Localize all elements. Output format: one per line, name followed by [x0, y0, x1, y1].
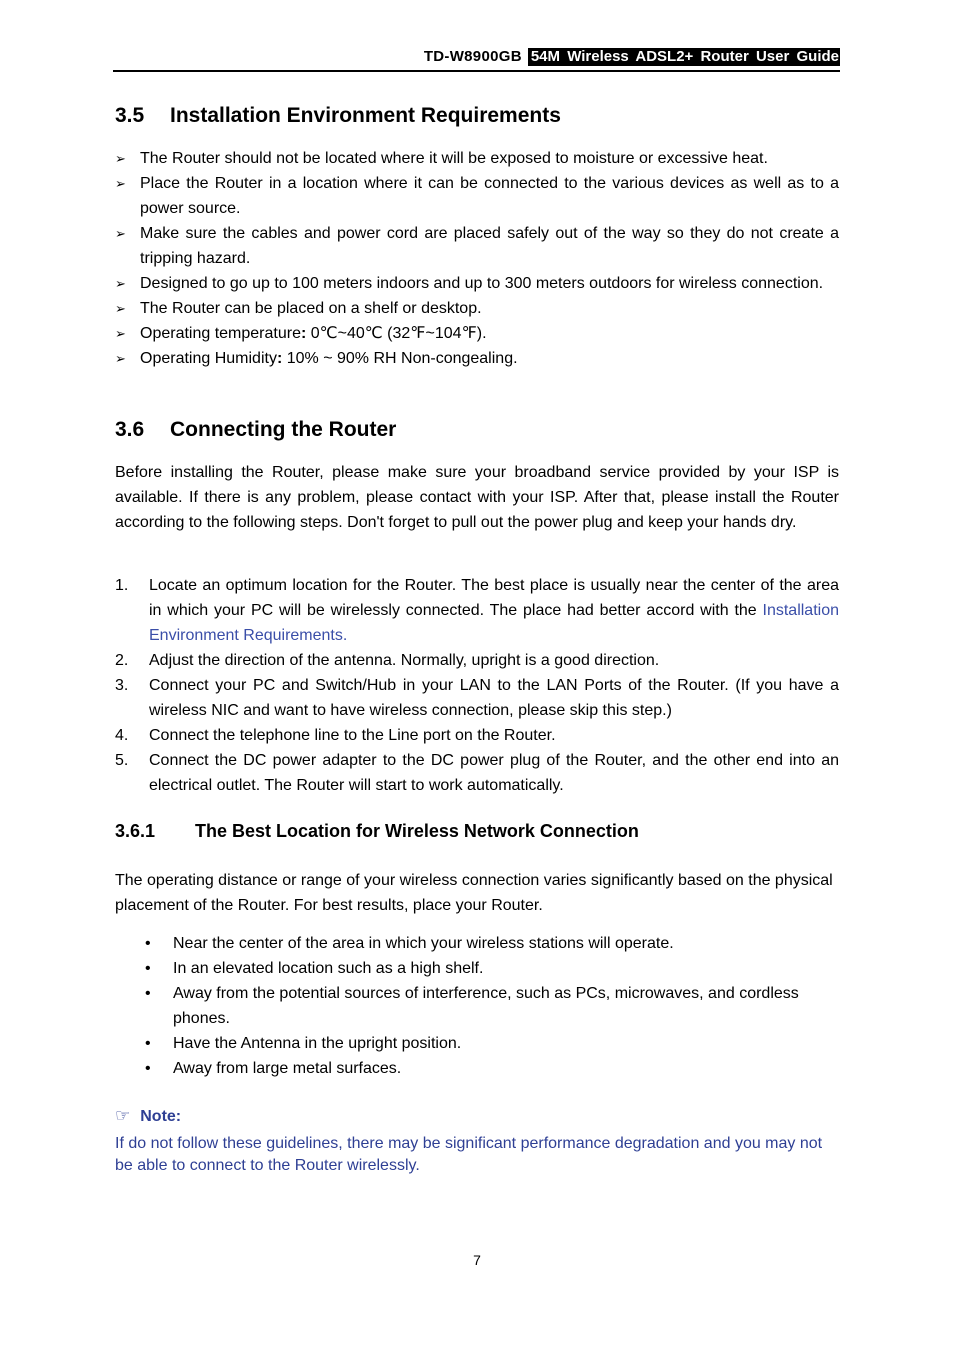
- list-item: • Away from the potential sources of interference, such as PCs, microwaves, and cordless phones.: [145, 981, 839, 1031]
- temperature-range: 0℃~40℃ (32℉~104℉).: [306, 325, 487, 342]
- section-title: The Best Location for Wireless Network Connection: [195, 821, 639, 841]
- connection-steps-list: [115, 573, 839, 798]
- arrow-bullet-icon: ➢: [115, 276, 126, 291]
- list-item: • Near the center of the area in which your wireless stations will operate.: [145, 931, 839, 956]
- list-item: ➢ Designed to go up to 100 meters indoors and up to 300 meters outdoors for wireless connection.: [115, 271, 839, 296]
- arrow-bullet-icon: ➢: [115, 326, 126, 341]
- dot-bullet-icon: •: [145, 1060, 151, 1077]
- header-model: TD-W8900GB: [423, 48, 522, 65]
- page-header: [113, 48, 840, 72]
- list-item: • Have the Antenna in the upright position.: [145, 1031, 839, 1056]
- section-title: Connecting the Router: [170, 418, 397, 441]
- arrow-bullet-icon: ➢: [115, 176, 126, 191]
- section-number: 3.6: [115, 418, 145, 441]
- step-item: 3. Connect your PC and Switch/Hub in your LAN to the LAN Ports of the Router. (If you have a wireless NIC and want to have wireless connection, please skip this step.): [115, 677, 839, 719]
- header-guide-title: 54M Wireless ADSL2+ Router User Guide: [528, 48, 840, 66]
- dot-bullet-icon: •: [145, 960, 151, 977]
- arrow-bullet-icon: ➢: [115, 301, 126, 316]
- best-location-intro-paragraph: The operating distance or range of your wireless connection varies significantly based on the physical placement of the Router. For best results, place your Router.: [115, 872, 833, 914]
- best-location-list: [145, 931, 839, 1081]
- section-3-6-heading: [115, 418, 396, 442]
- step-item: 1. Locate an optimum location for the Router. The best place is usually near the center of the area in which your PC will be wirelessly connected. The place had better accord with the Installation Environment Requirements.: [115, 577, 839, 644]
- step-item: 5. Connect the DC power adapter to the DC power plug of the Router, and the other end into an electrical outlet. The Router will start to work automatically.: [115, 752, 839, 794]
- connecting-intro-paragraph: Before installing the Router, please make sure your broadband service provided by your ISP is available. If there is any problem, please contact with your ISP. After that, please install the Router according to the following steps. Don't forget to pull out the power plug and keep your hands dry.: [115, 464, 839, 531]
- dot-bullet-icon: •: [145, 985, 151, 1002]
- section-title: Installation Environment Requirements: [170, 104, 561, 127]
- section-3-6-1-heading: [115, 821, 639, 842]
- note-title: Note:: [140, 1108, 182, 1125]
- list-item: ➢ The Router can be placed on a shelf or desktop.: [115, 296, 839, 321]
- arrow-bullet-icon: ➢: [115, 351, 126, 366]
- note-text: If do not follow these guidelines, there may be significant performance degradation and you may not be able to connect to the Router wirelessly.: [115, 1135, 823, 1174]
- section-number: 3.6.1: [115, 821, 156, 841]
- arrow-bullet-icon: ➢: [115, 226, 126, 241]
- list-item: • Away from large metal surfaces.: [145, 1056, 839, 1081]
- page-number: 7: [473, 1252, 481, 1268]
- note-heading: [115, 1106, 181, 1126]
- humidity-range: 10% ~ 90% RH Non-congealing.: [282, 350, 518, 367]
- environment-requirements-list: [115, 146, 839, 371]
- list-item: ➢ Make sure the cables and power cord are placed safely out of the way so they do not create a tripping hazard.: [115, 221, 839, 271]
- list-item-temperature: ➢ Operating temperature: 0℃~40℃ (32℉~104℉).: [115, 321, 839, 346]
- dot-bullet-icon: •: [145, 1035, 151, 1052]
- section-number: 3.5: [115, 104, 145, 127]
- arrow-bullet-icon: ➢: [115, 151, 126, 166]
- pointing-hand-icon: ☞: [115, 1106, 131, 1125]
- section-3-5-heading: [115, 104, 561, 128]
- step-item: 2. Adjust the direction of the antenna. Normally, upright is a good direction.: [115, 652, 660, 669]
- list-item: ➢ The Router should not be located where it will be exposed to moisture or excessive heat.: [115, 146, 839, 171]
- list-item: ➢ Place the Router in a location where it can be connected to the various devices as well as to a power source.: [115, 171, 839, 221]
- list-item: • In an elevated location such as a high shelf.: [145, 956, 839, 981]
- installation-requirements-link[interactable]: Installation Environment Requirements.: [149, 602, 839, 644]
- list-item-humidity: ➢ Operating Humidity: 10% ~ 90% RH Non-congealing.: [115, 346, 839, 371]
- step-item: 4. Connect the telephone line to the Line port on the Router.: [115, 727, 556, 744]
- dot-bullet-icon: •: [145, 935, 151, 952]
